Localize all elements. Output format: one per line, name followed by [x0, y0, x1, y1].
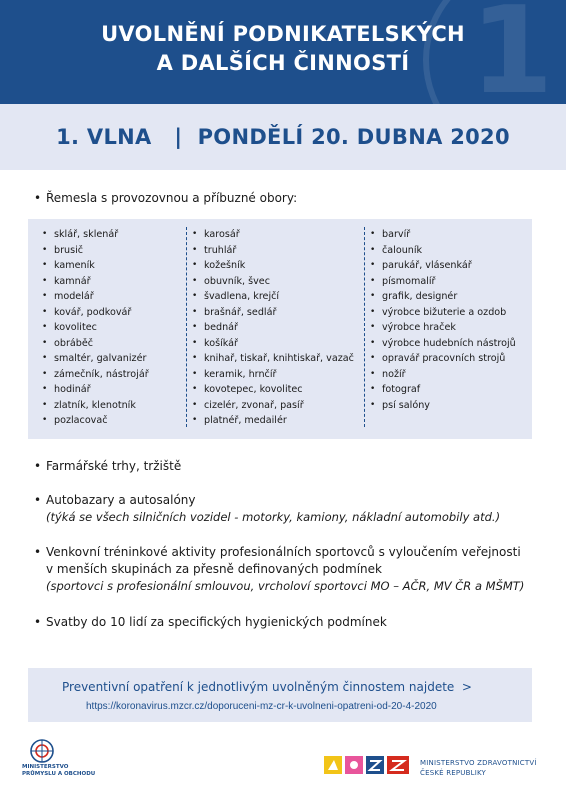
craft-list-item: • obráběč	[40, 336, 188, 352]
craft-list-item: • pozlacovač	[40, 413, 188, 429]
craft-list-item: • brašnář, sedlář	[190, 305, 370, 321]
column-divider	[364, 227, 365, 427]
wave-date-heading: 1. VLNA | PONDĚLÍ 20. DUBNA 2020	[56, 125, 510, 149]
prevention-link-text[interactable]: Preventivní opatření k jednotlivým uvolněným činnostem najdete >	[62, 680, 472, 694]
crafts-column-2	[190, 227, 370, 429]
mpo-logo	[18, 738, 98, 786]
craft-list-item: • karosář	[190, 227, 370, 243]
item-text: • Svatby do 10 lidí za specifických hygienických podmínek	[32, 614, 552, 631]
decorative-number: 1	[470, 0, 554, 104]
craft-list-item: • fotograf	[368, 382, 528, 398]
craft-list-item: • psí salóny	[368, 398, 528, 414]
craft-list-item: • opravář pracovních strojů	[368, 351, 528, 367]
craft-list-item: • truhlář	[190, 243, 370, 259]
craft-list-item: • výrobce hudebních nástrojů	[368, 336, 528, 352]
craft-list-item: • kovotepec, kovolitec	[190, 382, 370, 398]
craft-list-item: • platnéř, medailér	[190, 413, 370, 429]
item-farmers-markets	[32, 458, 552, 475]
craft-list-item: • modelář	[40, 289, 188, 305]
item-text: • Autobazary a autosalóny	[32, 492, 552, 509]
prevention-url-link[interactable]: https://koronavirus.mzcr.cz/doporuceni-mz-cr-k-uvolneni-opatreni-od-20-4-2020	[86, 701, 437, 712]
crafts-section	[32, 190, 532, 206]
craft-list-item: • kamnář	[40, 274, 188, 290]
craft-list-item: • keramik, hrnčíř	[190, 367, 370, 383]
craft-list-item: • výrobce bižuterie a ozdob	[368, 305, 528, 321]
prevention-info-band	[28, 668, 532, 722]
craft-list-item: • košíkář	[190, 336, 370, 352]
title-line-1: UVOLNĚNÍ PODNIKATELSKÝCH	[101, 22, 465, 46]
craft-list-item: • sklář, sklenář	[40, 227, 188, 243]
craft-list-item: • knihař, tiskař, knihtiskař, vazač	[190, 351, 370, 367]
item-sport-training	[32, 544, 552, 595]
mpo-logo-text: MINISTERSTVO PRŮMYSLU A OBCHODU	[22, 764, 96, 777]
page-title	[0, 20, 566, 78]
crafts-column-1	[40, 227, 188, 429]
craft-list-item: • švadlena, krejčí	[190, 289, 370, 305]
mz-emblem-icon	[322, 752, 414, 778]
mpo-emblem-icon	[22, 738, 62, 764]
mz-logo-text: MINISTERSTVO ZDRAVOTNICTVÍ ČESKÉ REPUBLIKY	[420, 759, 537, 777]
craft-list-item: • písmomalíř	[368, 274, 528, 290]
item-text-continued: v menších skupinách za přesně definovaných podmínek	[46, 562, 382, 576]
craft-list-item: • nožíř	[368, 367, 528, 383]
item-car-dealers	[32, 492, 552, 526]
craft-list-item: • čalouník	[368, 243, 528, 259]
craft-list-item: • smaltér, galvanizér	[40, 351, 188, 367]
mz-logo	[322, 752, 562, 788]
item-weddings	[32, 614, 552, 631]
craft-list-item: • výrobce hraček	[368, 320, 528, 336]
craft-list-item: • grafik, designér	[368, 289, 528, 305]
wave-date-band	[0, 104, 566, 170]
craft-list-item: • barvíř	[368, 227, 528, 243]
craft-list-item: • kovář, podkovář	[40, 305, 188, 321]
craft-list-item: • kameník	[40, 258, 188, 274]
craft-list-item: • zámečník, nástrojář	[40, 367, 188, 383]
craft-list-item: • bednář	[190, 320, 370, 336]
item-note: (sportovci s profesionální smlouvou, vrcholoví sportovci MO – AČR, MV ČR a MŠMT)	[46, 579, 525, 593]
item-note: (týká se všech silničních vozidel - motorky, kamiony, nákladní automobily atd.)	[46, 510, 501, 524]
craft-list-item: • parukář, vlásenkář	[368, 258, 528, 274]
craft-list-item: • kožešník	[190, 258, 370, 274]
craft-list-item: • hodinář	[40, 382, 188, 398]
header-banner	[0, 0, 566, 104]
crafts-list-box	[28, 219, 532, 439]
item-text: • Venkovní tréninkové aktivity profesionálních sportovců s vyloučením veřejnosti	[32, 544, 552, 561]
title-line-2: A DALŠÍCH ČINNOSTÍ	[156, 51, 410, 75]
item-text: • Farmářské trhy, tržiště	[32, 458, 552, 475]
craft-list-item: • brusič	[40, 243, 188, 259]
craft-list-item: • cizelér, zvonař, pasíř	[190, 398, 370, 414]
crafts-column-3	[368, 227, 528, 413]
craft-list-item: • zlatník, klenotník	[40, 398, 188, 414]
craft-list-item: • kovolitec	[40, 320, 188, 336]
column-divider	[186, 227, 187, 427]
crafts-heading: • Řemesla s provozovnou a příbuzné obory:	[32, 190, 532, 206]
craft-list-item: • obuvník, švec	[190, 274, 370, 290]
